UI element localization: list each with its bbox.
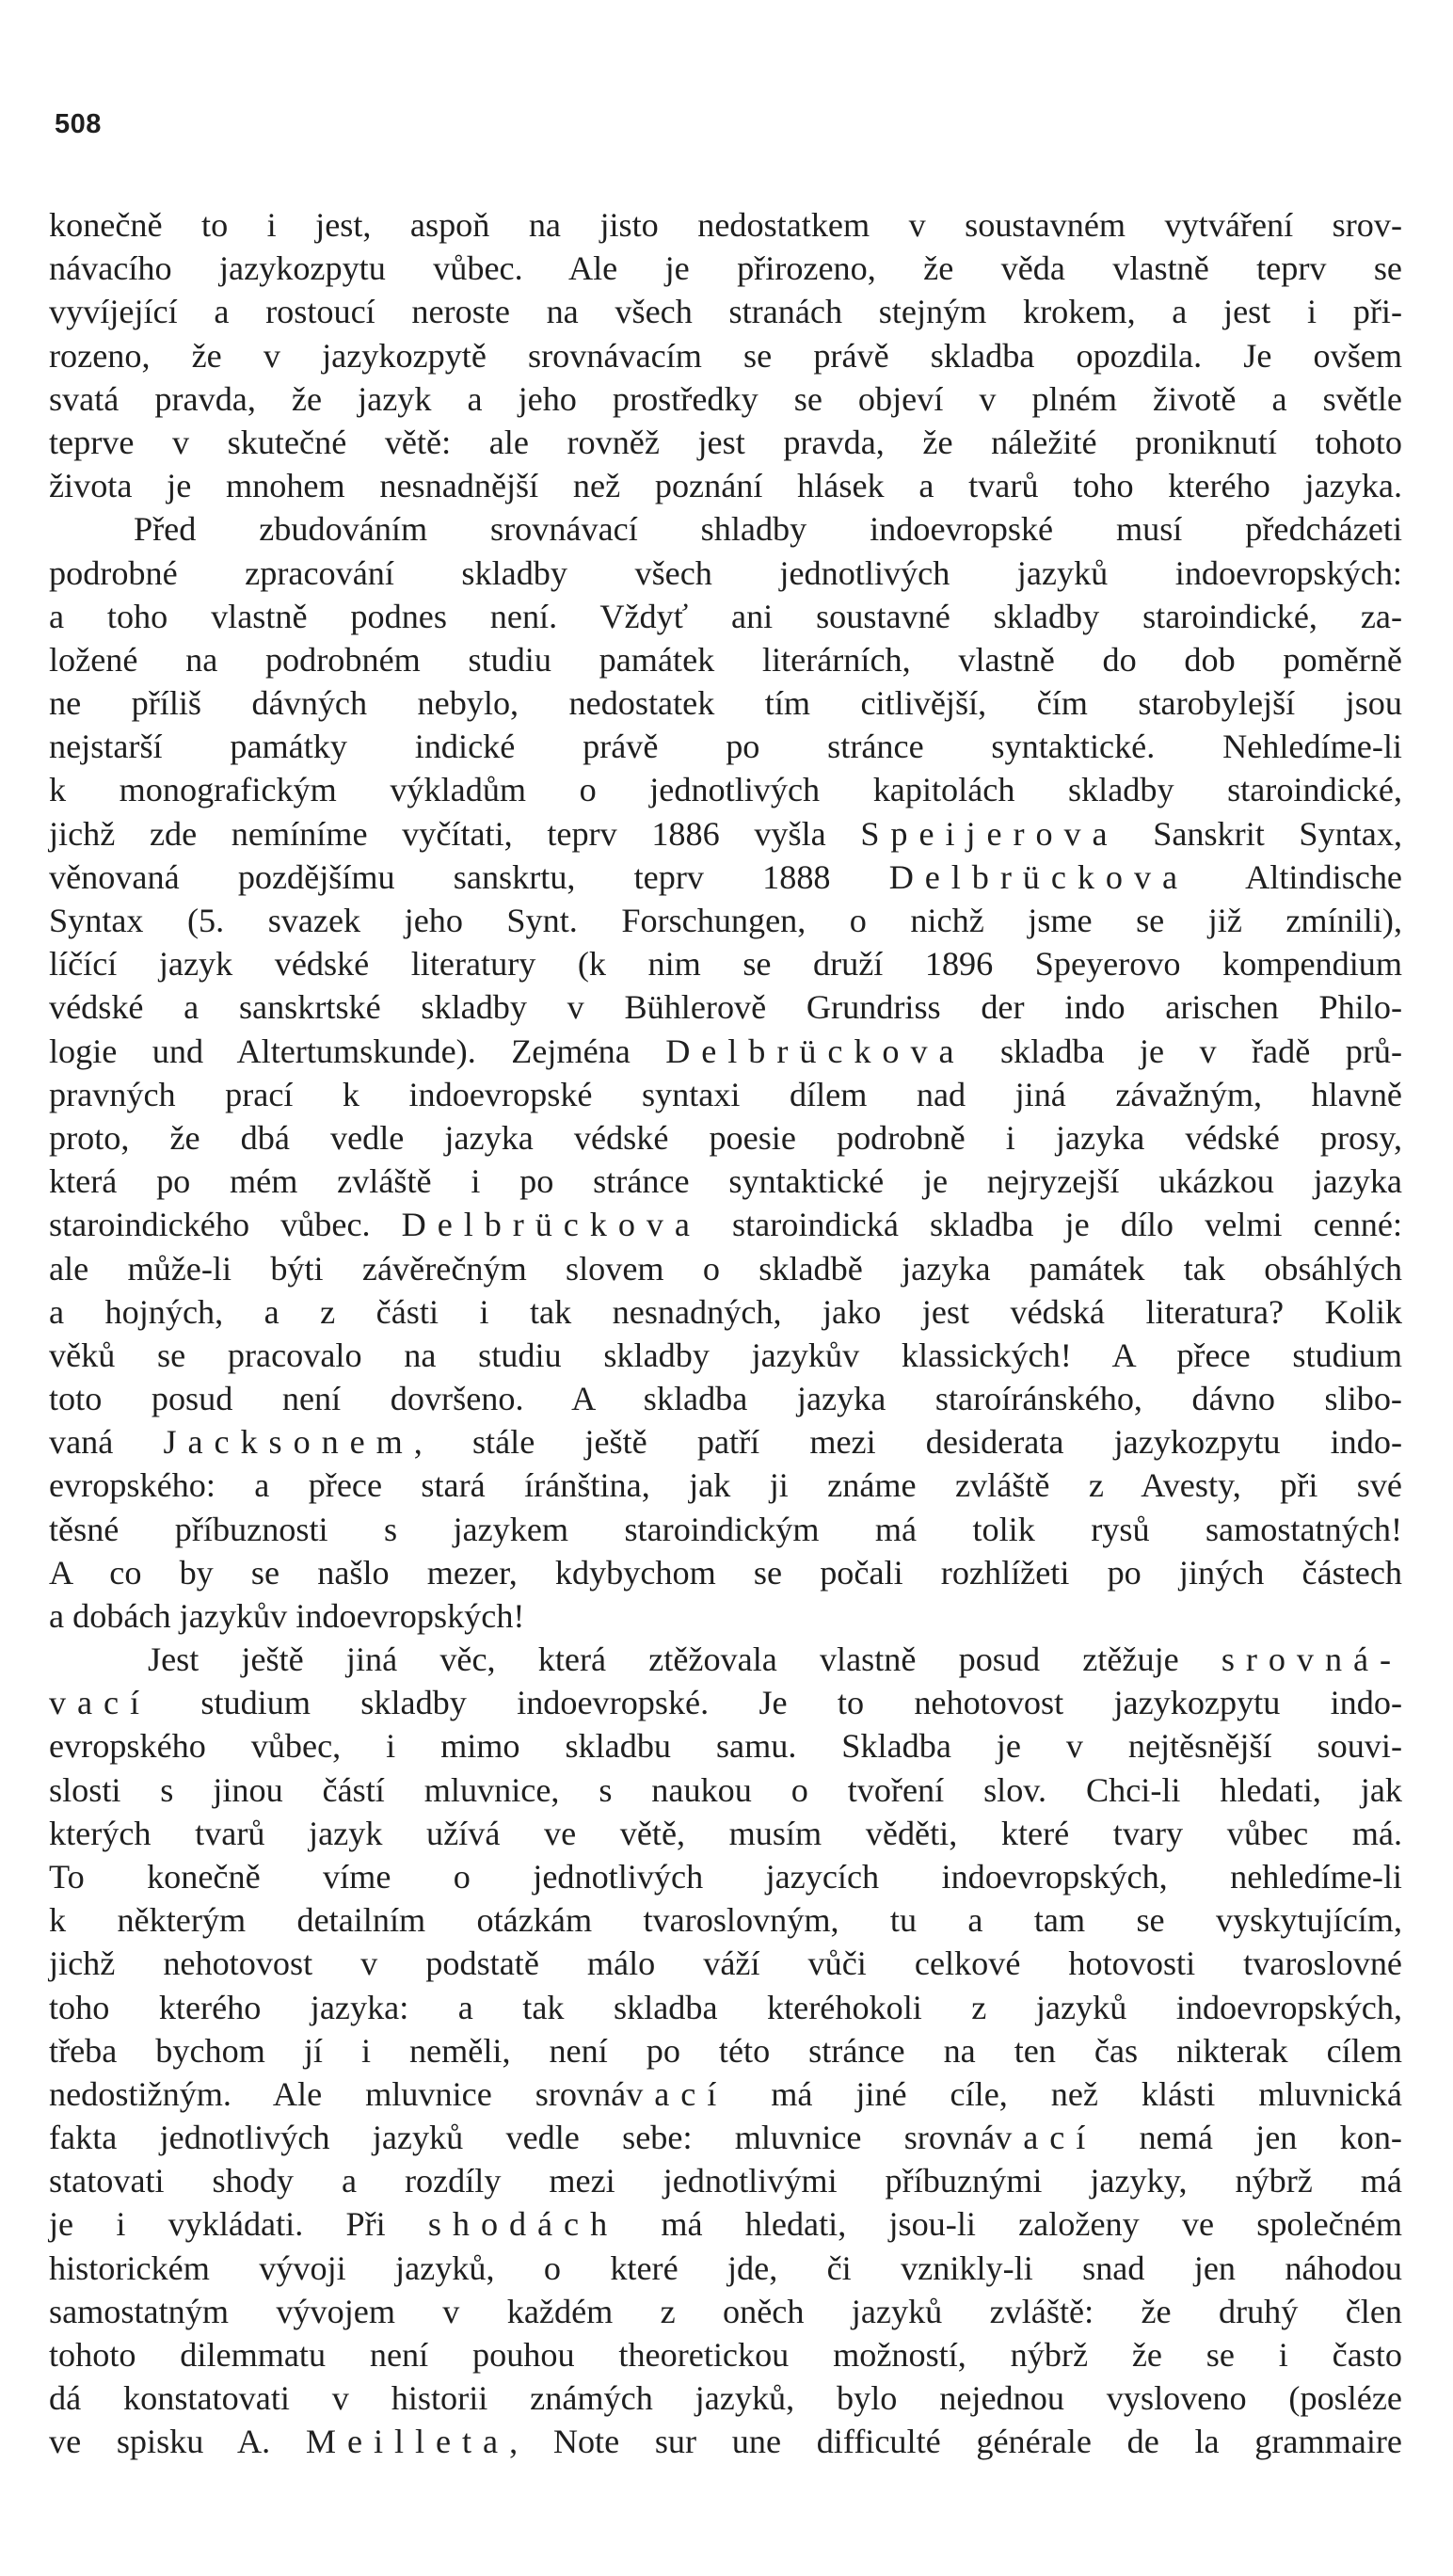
emphasized-word: Delbrückova — [665, 1032, 966, 1070]
text-line: věků se pracovalo na studiu skladby jazykův klassických! A přece studium — [49, 1336, 1402, 1374]
text-line: Jest ještě jiná věc, která ztěžovala vlastně posud ztěžuje srovná- — [148, 1640, 1402, 1678]
text-line: evropského: a přece stará íránština, jak ji známe zvláště z Avesty, při své — [49, 1466, 1402, 1505]
emphasized-word: Speijerova — [860, 814, 1119, 853]
emphasized-word: Jacksonem — [163, 1423, 414, 1462]
text-line: samostatným vývojem v každém z oněch jazyků zvláště: že druhý člen — [49, 2292, 1402, 2330]
text-line: vaná Jacksonem, stále ještě patří mezi desiderata jazykozpytu indo- — [49, 1423, 1403, 1462]
text-line: A co by se našlo mezer, kdybychom se počali rozhlížeti po jiných částech — [49, 1553, 1402, 1592]
text-line: ale může-li býti závěrečným slovem o skladbě jazyka památek tak obsáhlých — [49, 1249, 1402, 1288]
text-line: těsné příbuznosti s jazykem staroindickým má tolik rysů samostatných! — [49, 1510, 1402, 1548]
text-line: svatá pravda, že jazyk a jeho prostředky se objeví v plném životě a světle — [49, 379, 1402, 418]
emphasized-word: vací — [995, 2119, 1097, 2157]
text-line: ne příliš dávných nebylo, nedostatek tím citlivější, čím starobylejší jsou — [49, 684, 1402, 723]
text-line: je i vykládati. Při shodách má hledati, jsou-li založeny ve společném — [49, 2205, 1403, 2244]
text-line: slosti s jinou částí mluvnice, s naukou o tvoření slov. Chci-li hledati, jak — [49, 1770, 1402, 1809]
text-line: podrobné zpracování skladby všech jednotlivých jazyků indoevropských: — [49, 553, 1402, 592]
page-number: 508 — [55, 109, 102, 139]
text-line: To konečně víme o jednotlivých jazycích indoevropských, nehledíme-li — [49, 1857, 1402, 1896]
text-line: třeba bychom jí i neměli, není po této stránce na ten čas nikterak cílem — [49, 2031, 1402, 2070]
text-line: dá konstatovati v historii známých jazyků, bylo nejednou vysloveno (posléze — [49, 2379, 1402, 2418]
text-line: staroindického vůbec. Delbrückova staroindická skladba je dílo velmi cenné: — [49, 1206, 1402, 1244]
text-line: fakta jednotlivých jazyků vedle sebe: mluvnice srovnávací nemá jen kon- — [49, 2119, 1402, 2157]
text-line: nejstarší památky indické právě po stránce syntaktické. Nehledíme-li — [49, 728, 1402, 766]
text-line: kterých tvarů jazyk užívá ve větě, musím věděti, které tvary vůbec má. — [49, 1814, 1402, 1852]
text-line: pravných prací k indoevropské syntaxi dílem nad jiná závažným, hlavně — [49, 1075, 1402, 1113]
text-line: vací studium skladby indoevropské. Je to nehotovost jazykozpytu indo- — [49, 1684, 1402, 1722]
paragraph-block-1 — [49, 203, 1402, 1638]
text-line: a toho vlastně podnes není. Vždyť ani soustavné skladby staroindické, za- — [49, 597, 1402, 635]
emphasized-word: vací — [626, 2074, 728, 2113]
text-line: jichž zde nemíníme vyčítati, teprv 1886 vyšla Speijerova Sanskrit Syntax, — [49, 814, 1403, 853]
text-line: evropského vůbec, i mimo skladbu samu. Skladba je v nejtěsnější souvi- — [49, 1727, 1402, 1766]
emphasized-word: Delbrückova — [888, 857, 1189, 896]
text-line: nedostižným. Ale mluvnice srovnávací má jiné cíle, než klásti mluvnická — [49, 2074, 1402, 2113]
text-line: vyvíjející a rostoucí neroste na všech stranách stejným krokem, a jest i při- — [49, 293, 1402, 331]
text-line: proto, že dbá vedle jazyka védské poesie podrobně i jazyka védské prosy, — [49, 1118, 1402, 1157]
emphasized-word: srovná- — [1221, 1640, 1402, 1678]
text-line: jichž nehotovost v podstatě málo váží vůči celkové hotovosti tvaroslovné — [49, 1944, 1402, 1983]
emphasized-word: Meilleta — [305, 2423, 510, 2461]
text-line: statovati shody a rozdíly mezi jednotlivými příbuznými jazyky, nýbrž má — [49, 2162, 1402, 2200]
text-line: Syntax (5. svazek jeho Synt. Forschungen, o nichž jsme se již zmínili), — [49, 902, 1402, 939]
text-line: k některým detailním otázkám tvaroslovným, tu a tam se vyskytujícím, — [49, 1901, 1402, 1940]
emphasized-word: shodách — [427, 2205, 619, 2244]
text-line: ložené na podrobném studiu památek literárních, vlastně do dob poměrně — [49, 640, 1402, 679]
text-line: toho kterého jazyka: a tak skladba kteréhokoli z jazyků indoevropských, — [49, 1988, 1402, 2026]
text-line: teprve v skutečné větě: ale rovněž jest pravda, že náležité proniknutí tohoto — [49, 423, 1402, 461]
text-line: líčící jazyk védské literatury (k nim se druží 1896 Speyerovo kompendium — [49, 945, 1402, 984]
text-line: života je mnohem nesnadnější než poznání hlásek a tvarů toho kterého jazyka. — [49, 467, 1402, 505]
text-line: která po mém zvláště i po stránce syntaktické je nejryzejší ukázkou jazyka — [49, 1162, 1402, 1201]
text-line: ve spisku A. Meilleta, Note sur une difficulté générale de la grammaire — [49, 2423, 1402, 2461]
emphasized-word: vací — [49, 1684, 152, 1722]
text-line: k monografickým výkladům o jednotlivých kapitolách skladby staroindické, — [49, 771, 1402, 809]
text-line: logie und Altertumskunde). Zejména Delbrückova skladba je v řadě prů- — [49, 1032, 1402, 1070]
paragraph-block-2 — [49, 1638, 1402, 2464]
emphasized-word: Delbrückova — [401, 1206, 701, 1244]
text-line: konečně to i jest, aspoň na jisto nedostatkem v soustavném vytváření srov- — [49, 206, 1402, 244]
text-line: tohoto dilemmatu není pouhou theoretickou možností, nýbrž že se i často — [49, 2336, 1402, 2374]
text-line: Před zbudováním srovnávací shladby indoevropské musí předcházeti — [134, 510, 1402, 549]
text-line: návacího jazykozpytu vůbec. Ale je přirozeno, že věda vlastně teprv se — [49, 249, 1402, 288]
text-line: historickém vývoji jazyků, o které jde, či vznikly-li snad jen náhodou — [49, 2248, 1402, 2287]
text-line: toto posud není dovršeno. A skladba jazyka staroíránského, dávno slibo- — [49, 1380, 1402, 1418]
text-line: věnovaná pozdějšímu sanskrtu, teprv 1888 Delbrückova Altindische — [49, 857, 1402, 896]
text-line: a dobách jazykův indoevropských! — [49, 1597, 525, 1635]
text-line: védské a sanskrtské skladby v Bühlerově Grundriss der indo arischen Philo- — [49, 988, 1402, 1027]
text-line: a hojných, a z části i tak nesnadných, jako jest védská literatura? Kolik — [49, 1292, 1402, 1331]
text-line: rozeno, že v jazykozpytě srovnávacím se právě skladba opozdila. Je ovšem — [49, 336, 1402, 375]
